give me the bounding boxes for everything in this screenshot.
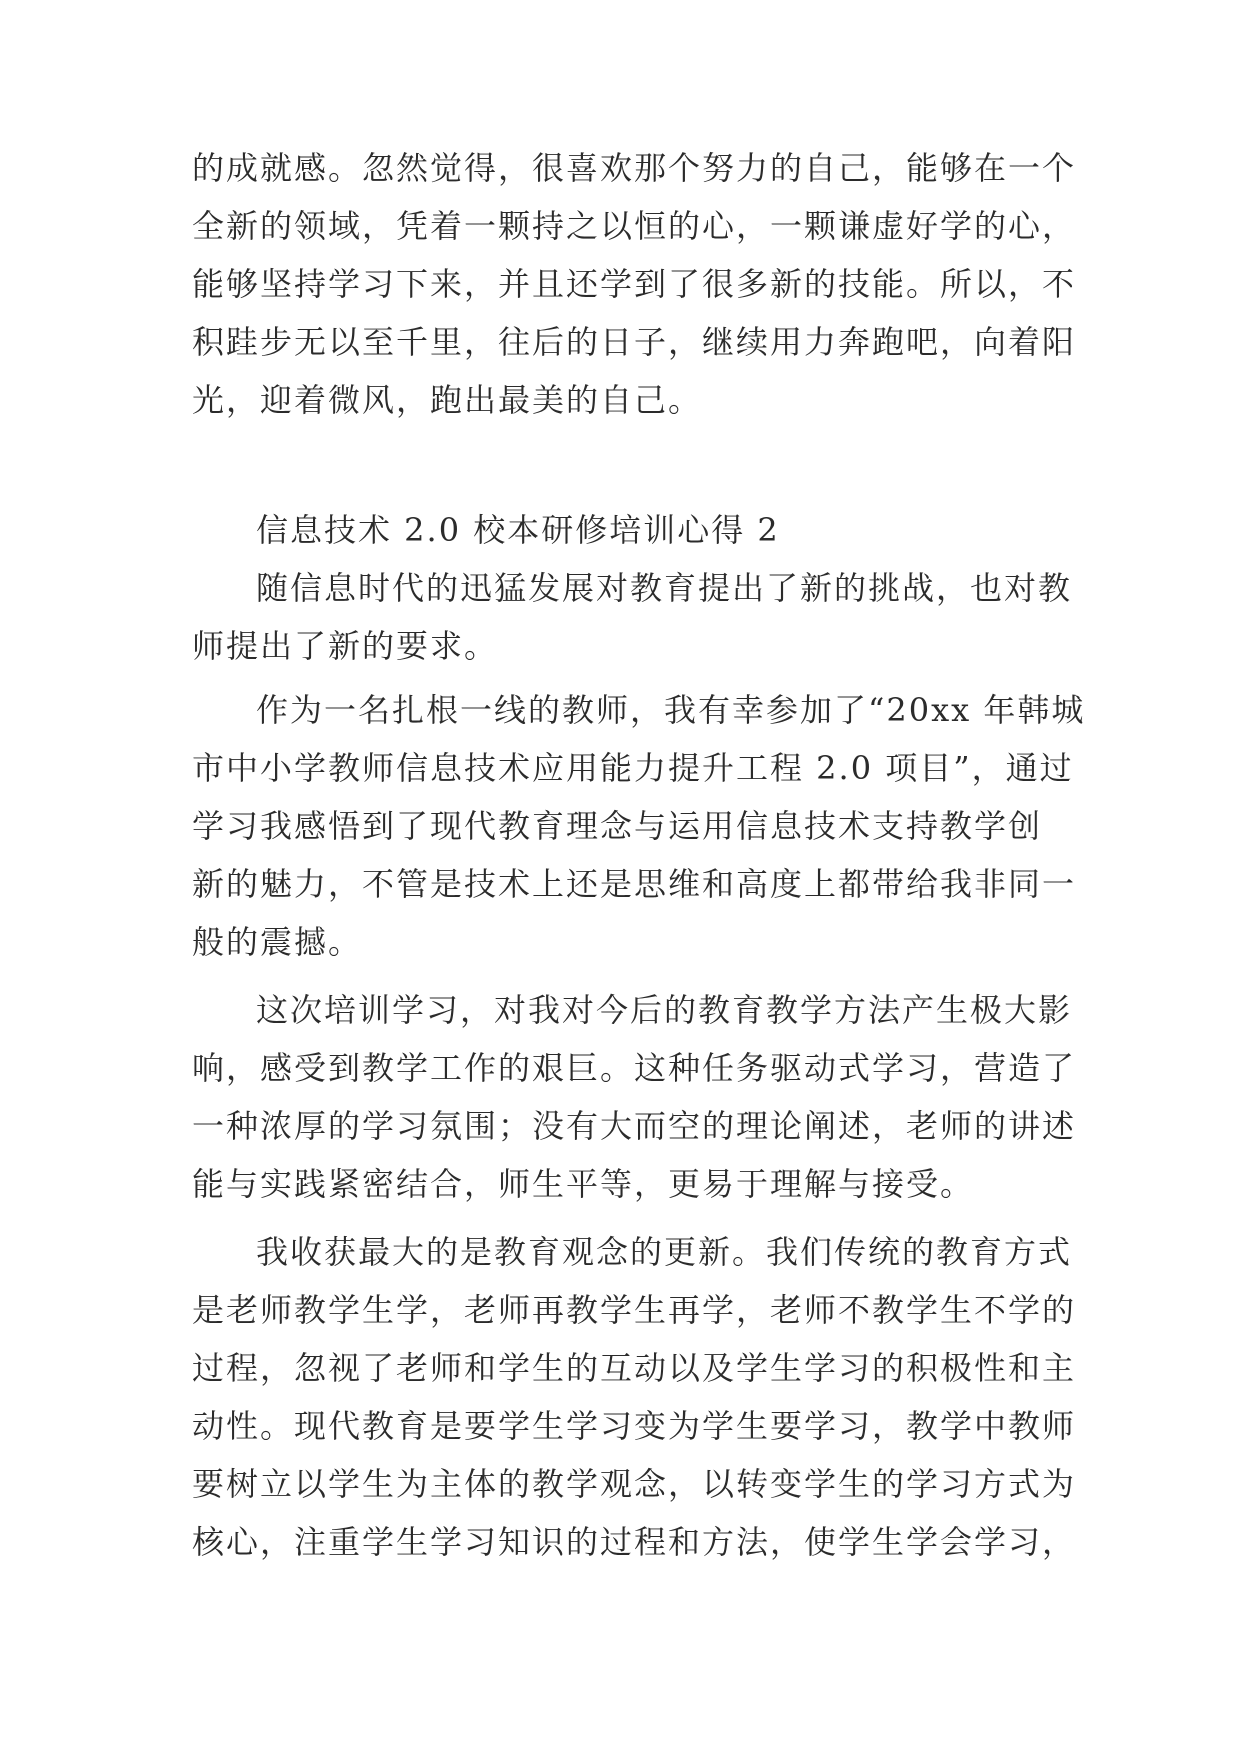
paragraph-3-line-1: 作为一名扎根一线的教师，我有幸参加了“20xx 年韩城 [256, 691, 1086, 729]
paragraph-5-line-5: 要树立以学生为主体的教学观念，以转变学生的学习方式为 [192, 1465, 1077, 1503]
paragraph-3-line-4: 新的魅力，不管是技术上还是思维和高度上都带给我非同一 [192, 865, 1077, 903]
paragraph-3-line-2: 市中小学教师信息技术应用能力提升工程 2.0 项目”，通过 [192, 749, 1074, 787]
paragraph-4-line-1: 这次培训学习，对我对今后的教育教学方法产生极大影 [256, 991, 1073, 1029]
paragraph-1-line-5: 光，迎着微风，跑出最美的自己。 [192, 381, 703, 419]
paragraph-5-line-6: 核心，注重学生学习知识的过程和方法，使学生学会学习， [192, 1523, 1077, 1561]
paragraph-2-line-1: 随信息时代的迅猛发展对教育提出了新的挑战，也对教 [256, 569, 1073, 607]
paragraph-1-line-2: 全新的领域，凭着一颗持之以恒的心，一颗谦虚好学的心， [192, 207, 1077, 245]
paragraph-5-line-4: 动性。现代教育是要学生学习变为学生要学习，教学中教师 [192, 1407, 1077, 1445]
paragraph-1-line-3: 能够坚持学习下来，并且还学到了很多新的技能。所以，不 [192, 265, 1077, 303]
paragraph-4-line-4: 能与实践紧密结合，师生平等，更易于理解与接受。 [192, 1165, 975, 1203]
paragraph-2-line-2: 师提出了新的要求。 [192, 627, 499, 665]
section-title: 信息技术 2.0 校本研修培训心得 2 [256, 511, 780, 549]
paragraph-5-line-2: 是老师教学生学，老师再教学生再学，老师不教学生不学的 [192, 1291, 1077, 1329]
paragraph-4-line-2: 响，感受到教学工作的艰巨。这种任务驱动式学习，营造了 [192, 1049, 1077, 1087]
paragraph-5-line-3: 过程，忽视了老师和学生的互动以及学生学习的积极性和主 [192, 1349, 1077, 1387]
paragraph-1-line-4: 积跬步无以至千里，往后的日子，继续用力奔跑吧，向着阳 [192, 323, 1077, 361]
paragraph-3-line-5: 般的震撼。 [192, 923, 363, 961]
paragraph-4-line-3: 一种浓厚的学习氛围；没有大而空的理论阐述，老师的讲述 [192, 1107, 1077, 1145]
paragraph-3-line-3: 学习我感悟到了现代教育理念与运用信息技术支持教学创 [192, 807, 1043, 845]
paragraph-5-line-1: 我收获最大的是教育观念的更新。我们传统的教育方式 [256, 1233, 1073, 1271]
paragraph-1-line-1: 的成就感。忽然觉得，很喜欢那个努力的自己，能够在一个 [192, 149, 1077, 187]
